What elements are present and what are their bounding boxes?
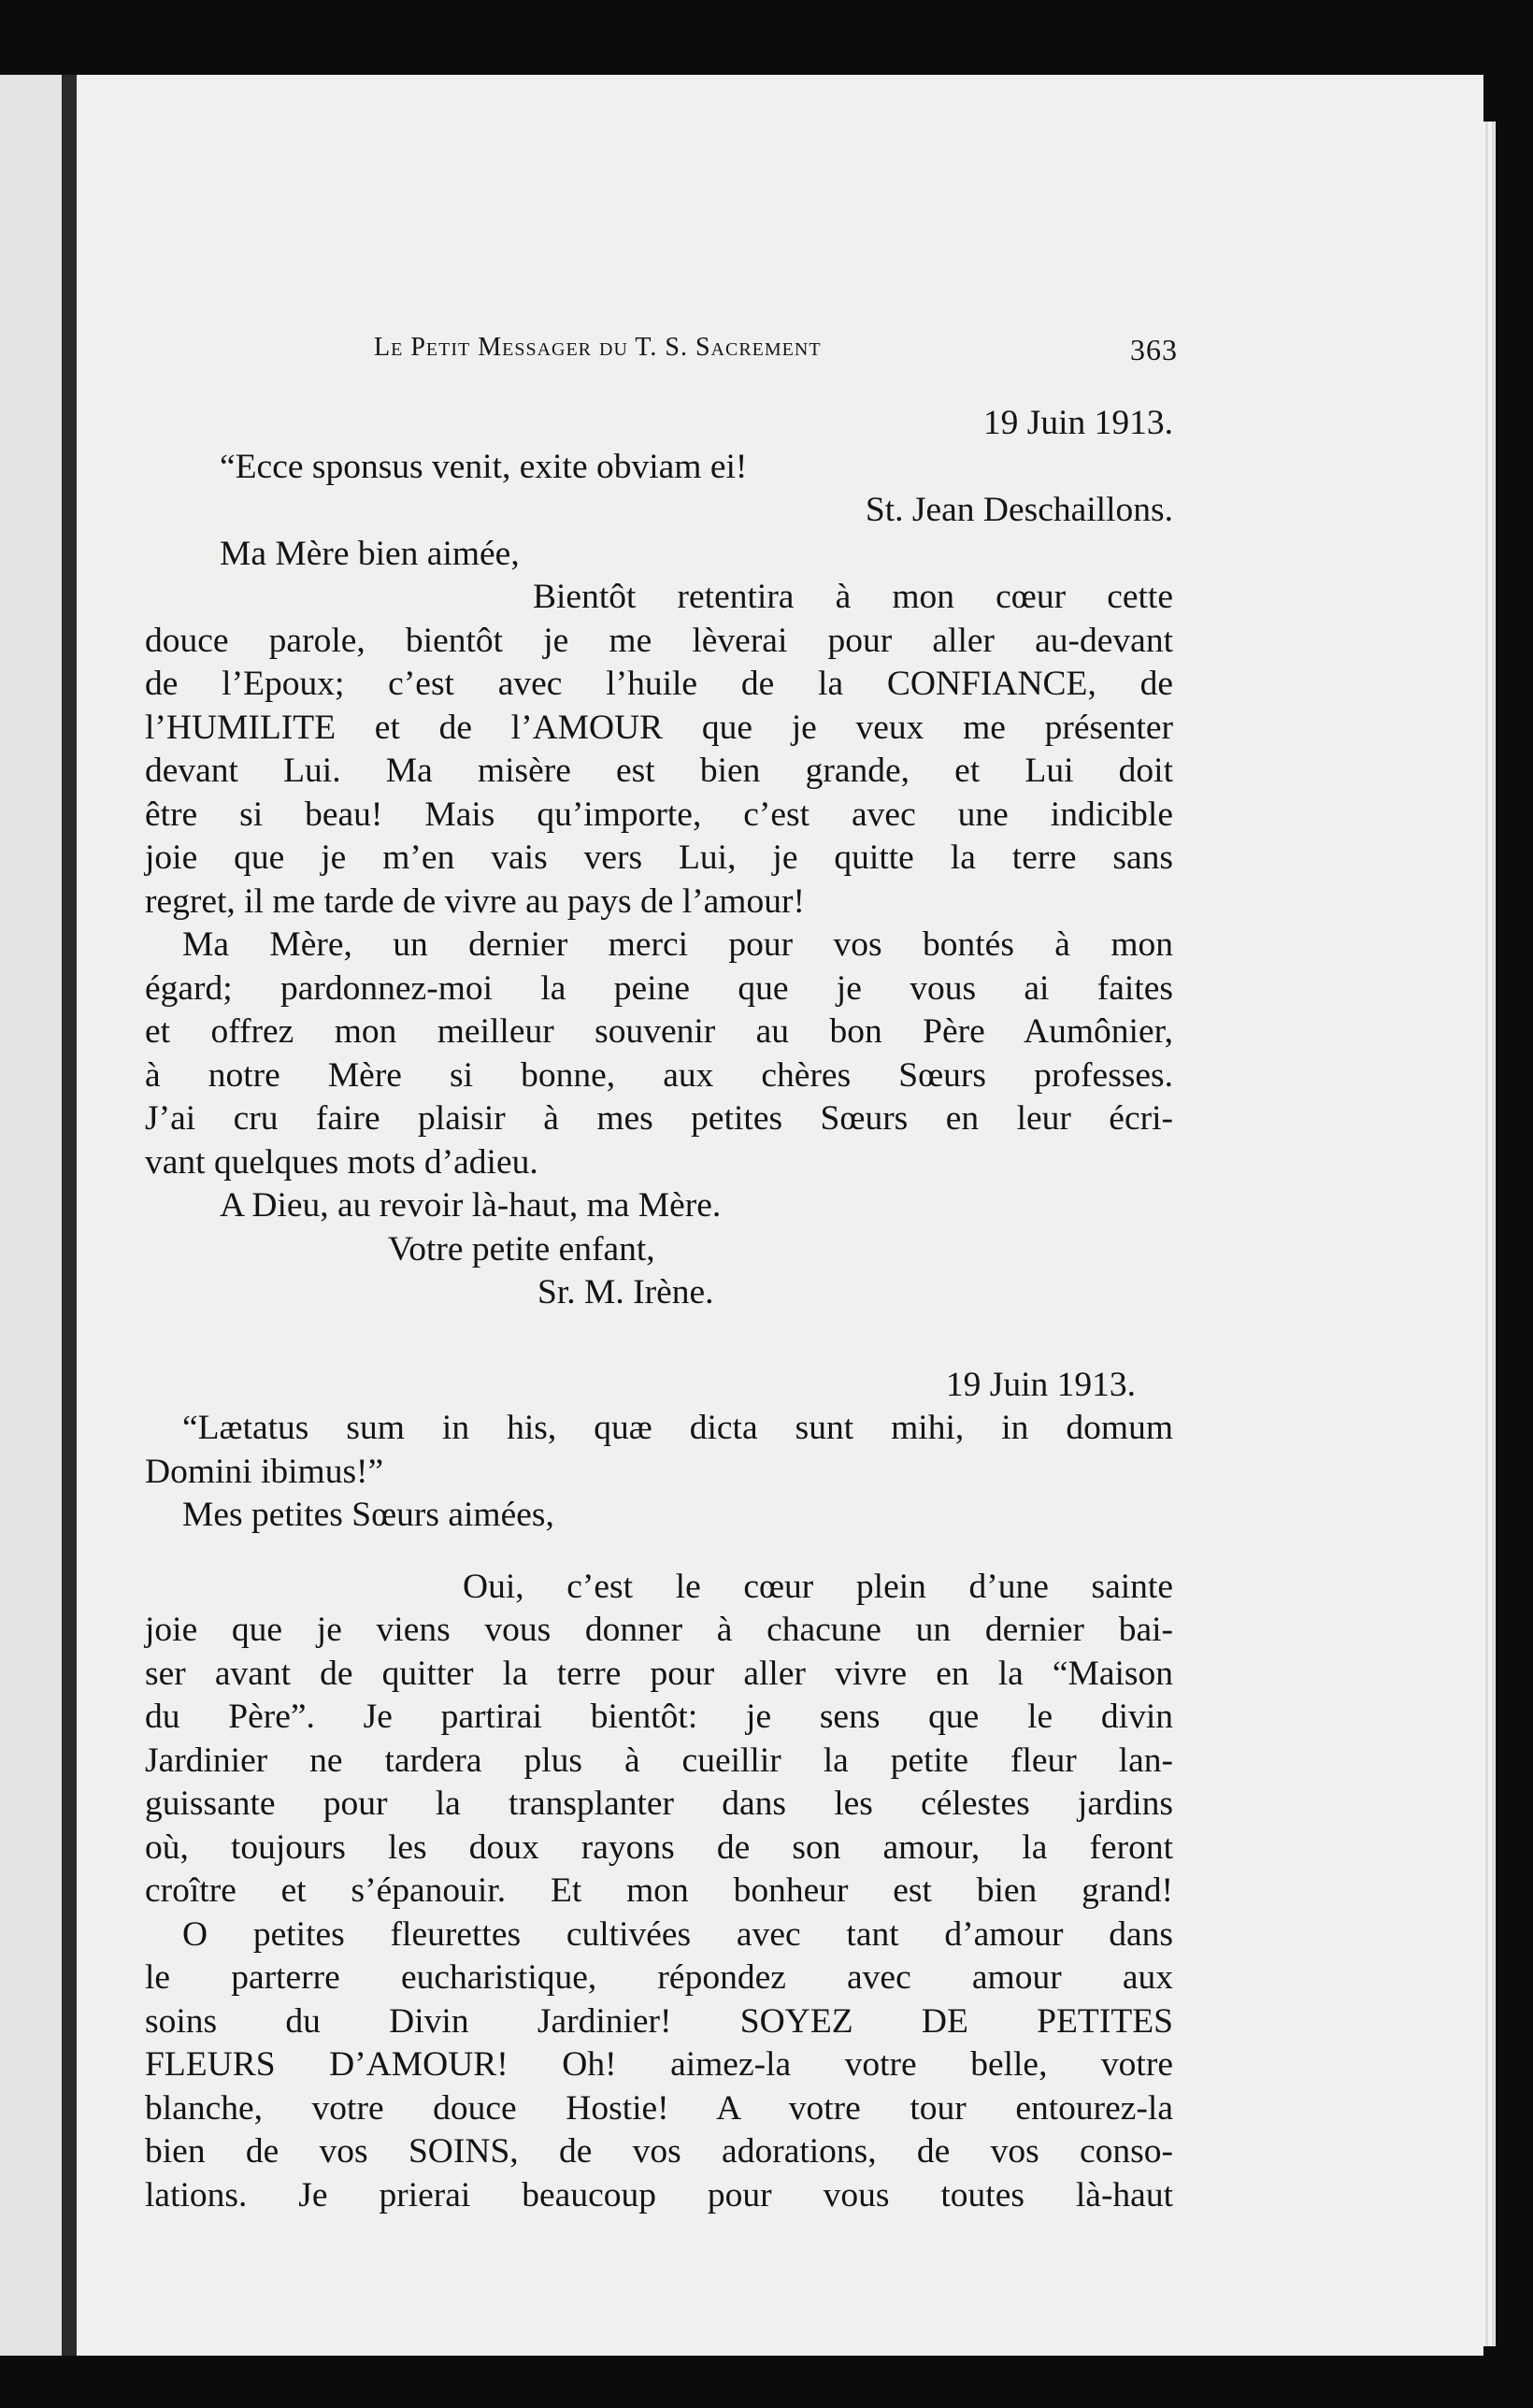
letter2-para1-line: Jardinier ne tardera plus à cueillir la petite fleur lan- — [145, 1741, 1173, 1780]
letter2-date: 19 Juin 1913. — [945, 1365, 1136, 1404]
letter2-para1-line: croître et s’épanouir. Et mon bonheur est bien grand! — [145, 1871, 1173, 1910]
letter1-para2-line: J’ai cru faire plaisir à mes petites Sœurs en leur écri- — [145, 1099, 1173, 1138]
letter1-date: 19 Juin 1913. — [982, 404, 1173, 442]
letter2-epigraph: “Lætatus sum in his, quæ dicta sunt mihi, in domum — [182, 1409, 1173, 1447]
letter1-para1-line: joie que je m’en vais vers Lui, je quitte la terre sans — [145, 838, 1173, 877]
running-header — [374, 333, 1178, 380]
letter2-para2-line: lations. Je prierai beaucoup pour vous toutes là-haut — [145, 2175, 1173, 2214]
letter2-salutation: Mes petites Sœurs aimées, — [182, 1496, 554, 1534]
letter1-para2-line: vant quelques mots d’adieu. — [145, 1142, 538, 1182]
page-body — [145, 402, 1173, 2217]
letter2-para1-line: du Père”. Je partirai bientôt: je sens que le divin — [145, 1698, 1173, 1736]
letter2-para2-line: le parterre eucharistique, répondez avec amour aux — [145, 1958, 1173, 1997]
running-title: Le Petit Messager du T. S. Sacrement — [374, 333, 822, 362]
page-number: 363 — [1130, 333, 1178, 366]
letter1-place: St. Jean Deschaillons. — [865, 491, 1173, 529]
letter1-para1-line: l’HUMILITE et de l’AMOUR que je veux me présenter — [145, 708, 1173, 747]
letter2-para2-line: O petites fleurettes cultivées avec tant d’amour dans — [182, 1914, 1173, 1954]
letter2-para1-line: où, toujours les doux rayons de son amour, la feront — [145, 1828, 1173, 1867]
letter1-para2-line: à notre Mère si bonne, aux chères Sœurs professes. — [145, 1055, 1173, 1095]
letter1-salutation: Ma Mère bien aimée, — [220, 534, 520, 573]
letter2-para1-line: joie que je viens vous donner à chacune un dernier bai- — [145, 1611, 1173, 1649]
letter1-para1-line: Bientôt retentira à mon cœur cette — [533, 578, 1173, 616]
letter1-closing: A Dieu, au revoir là-haut, ma Mère. — [220, 1186, 722, 1225]
letter2-para1-line: ser avant de quitter la terre pour aller vivre en la “Maison — [145, 1654, 1173, 1693]
letter1-para2-line: Ma Mère, un dernier merci pour vos bontés à mon — [182, 925, 1173, 964]
letter2-para1-line: Oui, c’est le cœur plein d’une sainte — [463, 1567, 1173, 1606]
letter1-para1-line: être si beau! Mais qu’importe, c’est avec une indicible — [145, 795, 1173, 834]
letter1-closing: Votre petite enfant, — [388, 1229, 655, 1268]
letter1-para1-line: douce parole, bientôt je me lèverai pour aller au-devant — [145, 621, 1173, 660]
letter1-para2-line: et offrez mon meilleur souvenir au bon Père Aumônier, — [145, 1012, 1173, 1051]
left-page-edge — [0, 75, 65, 2356]
letter1-signature: Sr. M. Irène. — [537, 1273, 714, 1312]
letter1-para1-line: regret, il me tarde de vivre au pays de l’amour! — [145, 882, 805, 921]
letter1-para1-line: devant Lui. Ma misère est bien grande, et Lui doit — [145, 752, 1173, 790]
letter1-epigraph: “Ecce sponsus venit, exite obviam ei! — [220, 447, 748, 486]
letter2-para2-line: FLEURS D’AMOUR! Oh! aimez-la votre belle, votre — [145, 2045, 1173, 2084]
letter1-para2-line: égard; pardonnez-moi la peine que je vous ai faites — [145, 968, 1173, 1008]
letter2-para1-line: guissante pour la transplanter dans les célestes jardins — [145, 1784, 1173, 1823]
letter2-para2-line: bien de vos SOINS, de vos adorations, de vos conso- — [145, 2132, 1173, 2171]
letter2-para2-line: soins du Divin Jardinier! SOYEZ DE PETITES — [145, 2001, 1173, 2041]
letter2-epigraph: Domini ibimus!” — [145, 1452, 384, 1491]
letter2-para2-line: blanche, votre douce Hostie! A votre tour entourez-la — [145, 2088, 1173, 2128]
letter1-para1-line: de l’Epoux; c’est avec l’huile de la CONFIANCE, de — [145, 665, 1173, 703]
